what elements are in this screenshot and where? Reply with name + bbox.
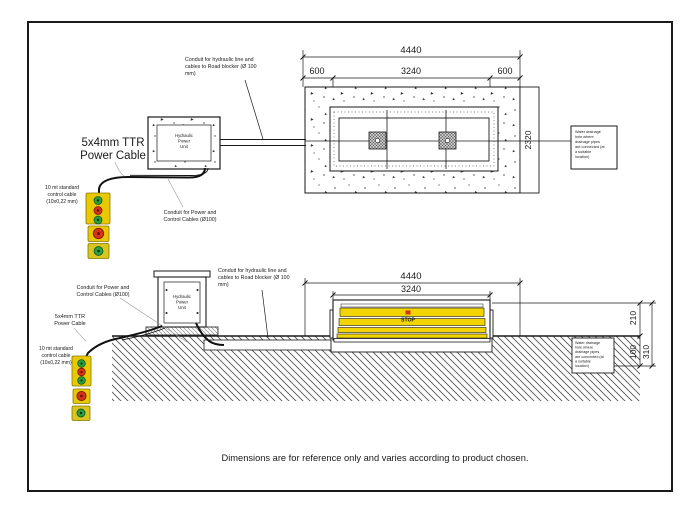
svg-text:(10x0,22 mm): (10x0,22 mm) bbox=[40, 360, 72, 366]
plan-dim-2320: 2320 bbox=[523, 130, 533, 150]
plan-conduit-hydraulic-label bbox=[185, 57, 257, 77]
svg-text:a suitable: a suitable bbox=[575, 150, 592, 154]
stop-sign-icon bbox=[406, 311, 411, 315]
elev-power-cable-label bbox=[54, 314, 86, 327]
svg-text:5x4mm TTR: 5x4mm TTR bbox=[54, 314, 86, 320]
svg-text:Conduit for Power and: Conduit for Power and bbox=[163, 210, 217, 216]
elev-hpu-cabinet bbox=[146, 271, 218, 335]
road-blocker bbox=[330, 300, 493, 342]
plan-cables bbox=[99, 168, 208, 193]
svg-text:drainage pipes: drainage pipes bbox=[575, 350, 600, 355]
svg-text:a suitable: a suitable bbox=[575, 359, 591, 364]
elev-conduit-hydraulic-leader bbox=[262, 290, 268, 338]
svg-text:10 mt standard: 10 mt standard bbox=[45, 185, 79, 191]
plan-dim-600-left: 600 bbox=[309, 66, 325, 76]
svg-text:Conduit for hydraulic line and: Conduit for hydraulic line and bbox=[185, 57, 254, 63]
svg-text:cables to Road blocker (Ø 100: cables to Road blocker (Ø 100 bbox=[218, 275, 290, 281]
svg-text:hole where: hole where bbox=[575, 135, 594, 139]
elev-dim-4440-label: 4440 bbox=[400, 271, 422, 282]
elev-dim-100: 100 bbox=[628, 344, 638, 360]
svg-text:Conduit for Power and: Conduit for Power and bbox=[76, 285, 130, 291]
svg-text:mm): mm) bbox=[218, 282, 229, 288]
elev-power-cable-leader bbox=[74, 328, 86, 341]
blocker-stripe-3 bbox=[338, 328, 486, 333]
plan-conduit-power-label bbox=[164, 210, 217, 223]
svg-text:Hydraulic: Hydraulic bbox=[175, 133, 193, 138]
svg-text:Control Cables (Ø100): Control Cables (Ø100) bbox=[76, 292, 130, 298]
footer-note: Dimensions are for reference only and varies according to product chosen. bbox=[221, 453, 529, 463]
svg-text:Power Cable: Power Cable bbox=[54, 321, 86, 327]
svg-text:Unit: Unit bbox=[178, 305, 186, 310]
svg-text:location): location) bbox=[575, 364, 589, 368]
plan-conduit-power-leader bbox=[168, 179, 183, 207]
svg-text:(10x0,22 mm): (10x0,22 mm) bbox=[46, 199, 78, 205]
elev-dim-210: 210 bbox=[628, 310, 638, 326]
svg-text:Unit: Unit bbox=[180, 144, 188, 149]
svg-text:Control Cables (Ø100): Control Cables (Ø100) bbox=[163, 217, 217, 223]
svg-text:control cable: control cable bbox=[41, 353, 71, 359]
plan-dim-3240: 3240 bbox=[400, 66, 422, 76]
plan-view bbox=[45, 45, 617, 259]
elev-conduit-power-label bbox=[77, 285, 130, 298]
plan-conduit-hydraulic-leader bbox=[245, 80, 263, 139]
svg-text:Conduit for hydraulic line and: Conduit for hydraulic line and bbox=[218, 268, 287, 274]
plan-control-cable-label bbox=[45, 185, 79, 205]
svg-text:Power: Power bbox=[177, 138, 191, 144]
svg-text:cables to Road blocker (Ø 100: cables to Road blocker (Ø 100 bbox=[185, 64, 257, 70]
svg-text:Power Cable: Power Cable bbox=[80, 150, 146, 162]
elevation-view bbox=[39, 268, 656, 421]
svg-text:10 mt standard: 10 mt standard bbox=[39, 346, 73, 352]
svg-text:are connected (at: are connected (at bbox=[575, 354, 604, 359]
elev-dim-3240-label: 3240 bbox=[400, 284, 422, 294]
elev-dim-310: 310 bbox=[641, 344, 651, 360]
svg-text:mm): mm) bbox=[185, 71, 196, 77]
elev-control-cable-label bbox=[39, 346, 73, 366]
plan-hpu bbox=[148, 117, 220, 169]
svg-text:5x4mm TTR: 5x4mm TTR bbox=[81, 137, 145, 149]
svg-text:are connected (at: are connected (at bbox=[575, 145, 605, 149]
elev-pendant bbox=[72, 356, 91, 421]
svg-text:Water drainage: Water drainage bbox=[575, 341, 601, 345]
blocker-stripe-1 bbox=[340, 308, 484, 317]
stop-label: STOP bbox=[400, 317, 416, 324]
plan-power-cable-leader bbox=[115, 162, 124, 176]
svg-text:control cable: control cable bbox=[47, 192, 77, 198]
elev-conduit-hydraulic-label bbox=[218, 268, 290, 288]
plan-pendant bbox=[86, 193, 110, 259]
svg-text:Hydraulic: Hydraulic bbox=[173, 294, 191, 299]
svg-text:drainage pipes: drainage pipes bbox=[575, 140, 600, 144]
plan-dim-4440-label: 4440 bbox=[400, 45, 422, 56]
svg-text:Power: Power bbox=[175, 299, 189, 305]
plan-power-cable-label bbox=[80, 137, 146, 162]
plan-dim-600-right: 600 bbox=[497, 66, 513, 76]
svg-text:location): location) bbox=[575, 155, 590, 159]
plan-conduit-pipe bbox=[220, 140, 306, 146]
blocker-stripe-4 bbox=[337, 334, 487, 338]
svg-text:Water drainage: Water drainage bbox=[575, 130, 601, 134]
svg-text:hole where: hole where bbox=[575, 345, 594, 350]
